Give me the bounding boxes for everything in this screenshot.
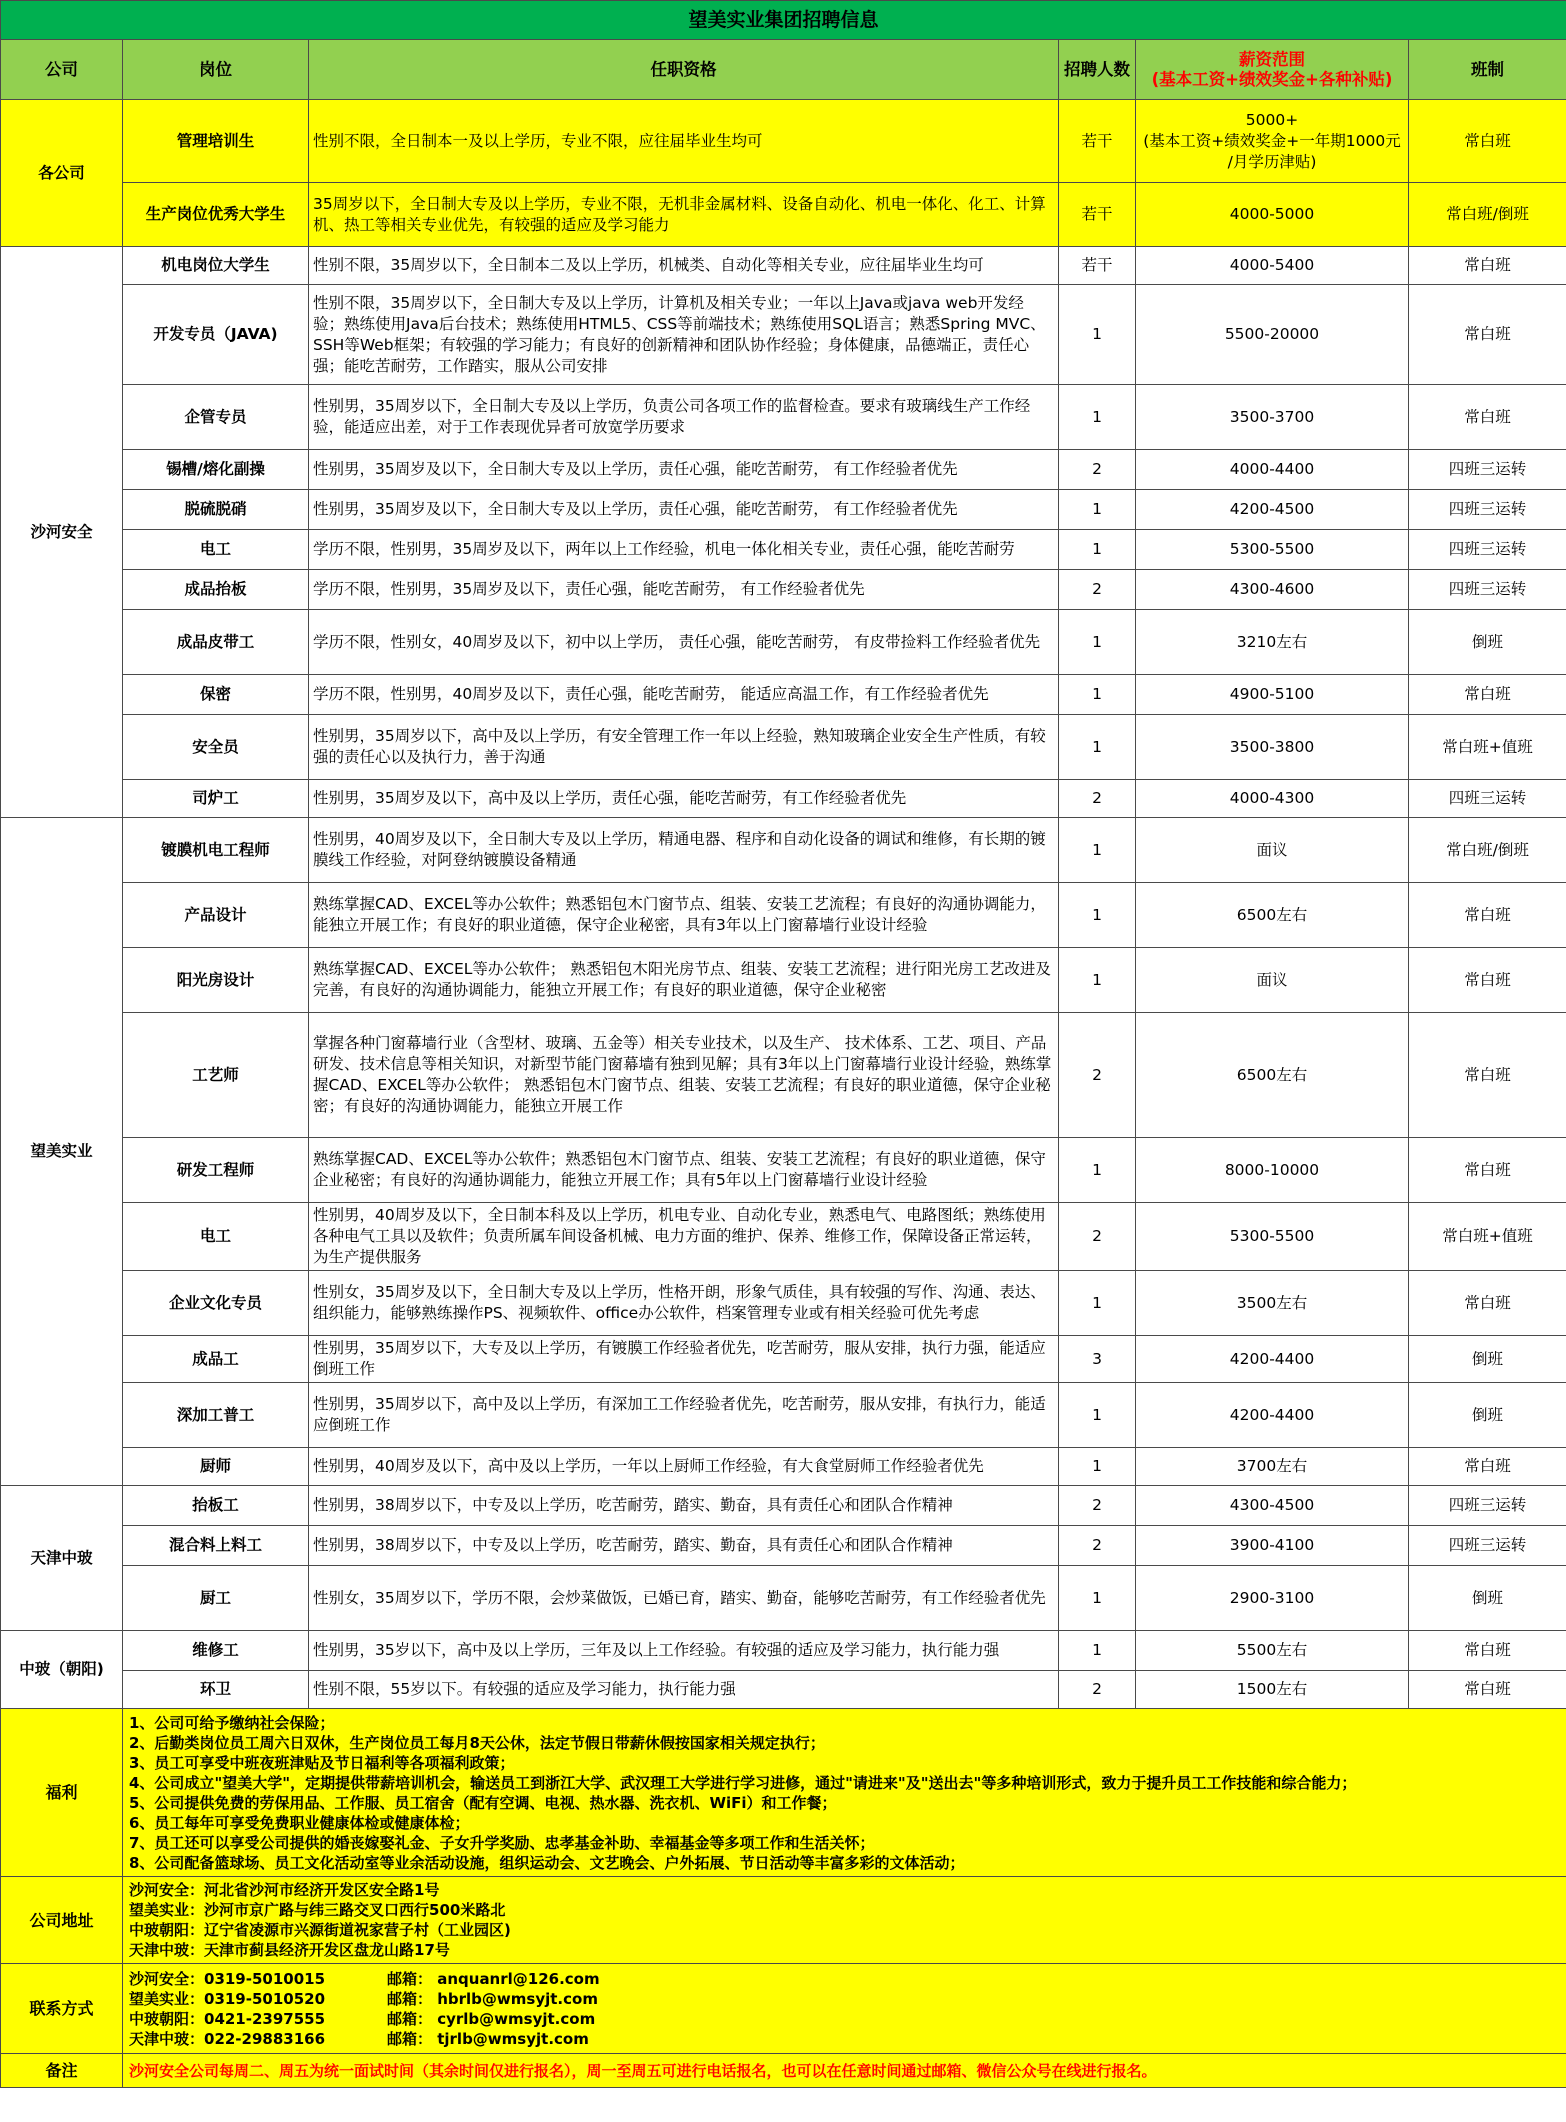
- position-cell: 安全员: [123, 715, 309, 780]
- salary-cell: 面议: [1136, 818, 1409, 883]
- contact-item: [129, 1969, 1560, 1989]
- position-cell: 厨师: [123, 1448, 309, 1486]
- company-cell: 各公司: [1, 100, 123, 247]
- address-item: 沙河安全：河北省沙河市经济开发区安全路1号: [129, 1881, 440, 1899]
- table-row: [1, 675, 1566, 715]
- contact-phone: 天津中玻：022-29883166: [129, 2029, 326, 2048]
- table-row: [1, 450, 1566, 490]
- table-row: [1, 780, 1566, 818]
- salary-cell: 5300-5500: [1136, 1203, 1409, 1271]
- job-list: [1, 100, 1566, 1709]
- salary-cell: 5000+ (基本工资+绩效奖金+一年期1000元 /月学历津贴): [1136, 100, 1409, 183]
- position-cell: 产品设计: [123, 883, 309, 948]
- requirements-cell: 性别男，35周岁以下，大专及以上学历，有镀膜工作经验者优先，吃苦耐劳，服从安排，执行力强，能适应倒班工作: [309, 1336, 1059, 1383]
- headcount-cell: 1: [1059, 1138, 1136, 1203]
- requirements-cell: 性别男，38周岁以下，中专及以上学历，吃苦耐劳，踏实、勤奋，具有责任心和团队合作精神: [309, 1526, 1059, 1566]
- headcount-cell: 1: [1059, 1631, 1136, 1671]
- shift-cell: 四班三运转: [1409, 1486, 1566, 1526]
- position-cell: 脱硫脱硝: [123, 490, 309, 530]
- company-cell: 中玻（朝阳): [1, 1631, 123, 1709]
- salary-cell: 面议: [1136, 948, 1409, 1013]
- requirements-cell: 性别男，35周岁及以下，全日制大专及以上学历，责任心强，能吃苦耐劳， 有工作经验者优先: [309, 450, 1059, 490]
- headcount-cell: 1: [1059, 530, 1136, 570]
- table-row: [1, 385, 1566, 450]
- headcount-cell: 1: [1059, 610, 1136, 675]
- shift-cell: 四班三运转: [1409, 570, 1566, 610]
- salary-cell: 4000-4300: [1136, 780, 1409, 818]
- position-cell: 机电岗位大学生: [123, 247, 309, 285]
- position-cell: 维修工: [123, 1631, 309, 1671]
- shift-cell: 常白班+值班: [1409, 715, 1566, 780]
- table-row: [1, 1271, 1566, 1336]
- contact-email[interactable]: 邮箱： hbrlb@wmsyjt.com: [387, 1989, 598, 2008]
- header-salary: [1136, 40, 1409, 100]
- headcount-cell: 1: [1059, 1383, 1136, 1448]
- requirements-cell: 熟练掌握CAD、EXCEL等办公软件； 熟悉铝包木阳光房节点、组装、安装工艺流程；进行阳光房工艺改进及完善，有良好的沟通协调能力，能独立开展工作；有良好的职业道德，保守企业秘密: [309, 948, 1059, 1013]
- position-cell: 厨工: [123, 1566, 309, 1631]
- position-cell: 成品抬板: [123, 570, 309, 610]
- position-cell: 混合料上料工: [123, 1526, 309, 1566]
- requirements-cell: 性别不限，全日制本一及以上学历，专业不限，应往届毕业生均可: [309, 100, 1059, 183]
- shift-cell: 常白班: [1409, 1271, 1566, 1336]
- note-row: [1, 2054, 1566, 2088]
- table-row: [1, 570, 1566, 610]
- headcount-cell: 2: [1059, 450, 1136, 490]
- headcount-cell: 1: [1059, 285, 1136, 385]
- shift-cell: 四班三运转: [1409, 780, 1566, 818]
- headcount-cell: 1: [1059, 818, 1136, 883]
- welfare-item: 3、员工可享受中班夜班津贴及节日福利等各项福利政策；: [129, 1753, 515, 1772]
- table-row: [1, 610, 1566, 675]
- requirements-cell: 性别男，35周岁及以下，高中及以上学历，责任心强，能吃苦耐劳，有工作经验者优先: [309, 780, 1059, 818]
- address-list: [123, 1877, 1566, 1964]
- shift-cell: 四班三运转: [1409, 530, 1566, 570]
- headcount-cell: 2: [1059, 780, 1136, 818]
- salary-cell: 4000-5400: [1136, 247, 1409, 285]
- salary-cell: 1500左右: [1136, 1671, 1409, 1709]
- requirements-cell: 性别女，35周岁以下，学历不限，会炒菜做饭，已婚已育，踏实、勤奋，能够吃苦耐劳，有工作经验者优先: [309, 1566, 1059, 1631]
- table-row: [1, 490, 1566, 530]
- table-row: [1, 1566, 1566, 1631]
- table-row: [1, 1631, 1566, 1671]
- headcount-cell: 2: [1059, 1203, 1136, 1271]
- shift-cell: 倒班: [1409, 1383, 1566, 1448]
- address-item: 中玻朝阳：辽宁省凌源市兴源街道祝家营子村（工业园区): [129, 1921, 511, 1939]
- headcount-cell: 若干: [1059, 183, 1136, 247]
- requirements-cell: 性别不限，55岁以下。有较强的适应及学习能力，执行能力强: [309, 1671, 1059, 1709]
- headcount-cell: 1: [1059, 715, 1136, 780]
- requirements-cell: 性别男，35岁以下，高中及以上学历，三年及以上工作经验。有较强的适应及学习能力，执行能力强: [309, 1631, 1059, 1671]
- headcount-cell: 3: [1059, 1336, 1136, 1383]
- position-cell: 阳光房设计: [123, 948, 309, 1013]
- header-requirements: 任职资格: [309, 40, 1059, 100]
- headcount-cell: 1: [1059, 385, 1136, 450]
- requirements-cell: 掌握各种门窗幕墙行业（含型材、玻璃、五金等）相关专业技术，以及生产、 技术体系、工艺、项目、产品研发、技术信息等相关知识，对新型节能门窗幕墙有独到见解；具有3年以上门窗幕墙行业设计经验，熟练掌握CAD、EXCEL等办公软件； 熟悉铝包木门窗节点、组装、安装工艺流程；有良好的职业道德，保守企业秘密；有良好的沟通协调能力，能独立开展工作: [309, 1013, 1059, 1138]
- requirements-cell: 熟练掌握CAD、EXCEL等办公软件；熟悉铝包木门窗节点、组装、安装工艺流程；有良好的沟通协调能力，能独立开展工作；有良好的职业道德，保守企业秘密，具有3年以上门窗幕墙行业设计经验: [309, 883, 1059, 948]
- table-row: [1, 948, 1566, 1013]
- contact-phone: 望美实业：0319-5010520: [129, 1989, 326, 2008]
- headcount-cell: 若干: [1059, 100, 1136, 183]
- contact-email[interactable]: 邮箱： tjrlb@wmsyjt.com: [387, 2029, 589, 2048]
- headcount-cell: 1: [1059, 1271, 1136, 1336]
- shift-cell: 常白班+值班: [1409, 1203, 1566, 1271]
- headcount-cell: 1: [1059, 490, 1136, 530]
- salary-cell: 4000-5000: [1136, 183, 1409, 247]
- salary-cell: 5500-20000: [1136, 285, 1409, 385]
- contact-phone: 沙河安全：0319-5010015: [129, 1969, 326, 1988]
- salary-cell: 8000-10000: [1136, 1138, 1409, 1203]
- requirements-cell: 性别男，40周岁及以下，全日制大专及以上学历，精通电器、程序和自动化设备的调试和维修，有长期的镀膜线工作经验，对阿登纳镀膜设备精通: [309, 818, 1059, 883]
- shift-cell: 常白班: [1409, 385, 1566, 450]
- headcount-cell: 1: [1059, 948, 1136, 1013]
- table-row: [1, 1383, 1566, 1448]
- table-row: [1, 1526, 1566, 1566]
- header-headcount: 招聘人数: [1059, 40, 1136, 100]
- position-cell: 企业文化专员: [123, 1271, 309, 1336]
- note-text: 沙河安全公司每周二、周五为统一面试时间（其余时间仅进行报名），周一至周五可进行电话报名，也可以在任意时间通过邮箱、微信公众号在线进行报名。: [123, 2054, 1566, 2088]
- table-row: [1, 1013, 1566, 1138]
- requirements-cell: 性别不限，35周岁以下，全日制本二及以上学历，机械类、自动化等相关专业，应往届毕业生均可: [309, 247, 1059, 285]
- requirements-cell: 性别不限，35周岁以下，全日制大专及以上学历，计算机及相关专业；一年以上Java或java web开发经验；熟练使用Java后台技术；熟练使用HTML5、CSS等前端技术；熟练使用SQL语言；熟悉Spring MVC、SSH等Web框架；有较强的学习能力；有良好的创新精神和团队协作经验；身体健康，品德端正，责任心强；能吃苦耐劳，工作踏实，服从公司安排: [309, 285, 1059, 385]
- requirements-cell: 35周岁以下，全日制大专及以上学历，专业不限，无机非金属材料、设备自动化、机电一体化、化工、计算机、热工等相关专业优先，有较强的适应及学习能力: [309, 183, 1059, 247]
- headcount-cell: 1: [1059, 883, 1136, 948]
- position-cell: 电工: [123, 530, 309, 570]
- headcount-cell: 2: [1059, 1526, 1136, 1566]
- company-cell: 天津中玻: [1, 1486, 123, 1631]
- salary-cell: 4200-4400: [1136, 1383, 1409, 1448]
- position-cell: 抬板工: [123, 1486, 309, 1526]
- header-company: 公司: [1, 40, 123, 100]
- address-label: 公司地址: [1, 1877, 123, 1964]
- headcount-cell: 1: [1059, 675, 1136, 715]
- position-cell: 深加工普工: [123, 1383, 309, 1448]
- requirements-cell: 性别男，35周岁以下，高中及以上学历，有安全管理工作一年以上经验，熟知玻璃企业安全生产性质，有较强的责任心以及执行力，善于沟通: [309, 715, 1059, 780]
- salary-cell: 5500左右: [1136, 1631, 1409, 1671]
- header-shift: 班制: [1409, 40, 1566, 100]
- shift-cell: 倒班: [1409, 610, 1566, 675]
- headcount-cell: 2: [1059, 1486, 1136, 1526]
- shift-cell: 常白班/倒班: [1409, 818, 1566, 883]
- table-row: [1, 530, 1566, 570]
- shift-cell: 四班三运转: [1409, 1526, 1566, 1566]
- shift-cell: 四班三运转: [1409, 450, 1566, 490]
- contact-item: [129, 2029, 1560, 2049]
- headcount-cell: 2: [1059, 1671, 1136, 1709]
- salary-cell: 4300-4500: [1136, 1486, 1409, 1526]
- position-cell: 管理培训生: [123, 100, 309, 183]
- page-title: 望美实业集团招聘信息: [1, 1, 1566, 40]
- address-row: [1, 1877, 1566, 1964]
- shift-cell: 常白班: [1409, 100, 1566, 183]
- table-row: [1, 818, 1566, 883]
- address-item: 天津中玻：天津市蓟县经济开发区盘龙山路17号: [129, 1941, 450, 1959]
- contact-item: [129, 1989, 1560, 2009]
- shift-cell: 常白班: [1409, 1631, 1566, 1671]
- position-cell: 企管专员: [123, 385, 309, 450]
- welfare-item: 4、公司成立"望美大学"，定期提供带薪培训机会，输送员工到浙江大学、武汉理工大学进行学习进修，通过"请进来"及"送出去"等多种培训形式，致力于提升员工工作技能和综合能力；: [129, 1773, 1357, 1792]
- shift-cell: 常白班: [1409, 675, 1566, 715]
- table-row: [1, 1486, 1566, 1526]
- header-salary-subtitle: (基本工资+绩效奖金+各种补贴): [1151, 69, 1393, 89]
- requirements-cell: 性别男，35周岁以下，全日制大专及以上学历，负责公司各项工作的监督检查。要求有玻璃线生产工作经验，能适应出差，对于工作表现优异者可放宽学历要求: [309, 385, 1059, 450]
- position-cell: 镀膜机电工程师: [123, 818, 309, 883]
- requirements-cell: 性别男，40周岁及以下，全日制本科及以上学历，机电专业、自动化专业，熟悉电气、电路图纸；熟练使用各种电气工具以及软件；负责所属车间设备机械、电力方面的维护、保养、维修工作，保障设备正常运转，为生产提供服务: [309, 1203, 1059, 1271]
- welfare-label: 福利: [1, 1709, 123, 1877]
- salary-cell: 6500左右: [1136, 883, 1409, 948]
- salary-cell: 5300-5500: [1136, 530, 1409, 570]
- position-cell: 司炉工: [123, 780, 309, 818]
- welfare-item: 1、公司可给予缴纳社会保险；: [129, 1713, 335, 1732]
- shift-cell: 常白班: [1409, 247, 1566, 285]
- salary-cell: 2900-3100: [1136, 1566, 1409, 1631]
- table-row: [1, 1203, 1566, 1271]
- requirements-cell: 性别男，35周岁及以下，全日制大专及以上学历，责任心强，能吃苦耐劳， 有工作经验者优先: [309, 490, 1059, 530]
- table-row: [1, 1336, 1566, 1383]
- headcount-cell: 1: [1059, 1566, 1136, 1631]
- shift-cell: 倒班: [1409, 1336, 1566, 1383]
- requirements-cell: 熟练掌握CAD、EXCEL等办公软件；熟悉铝包木门窗节点、组装、安装工艺流程；有良好的职业道德，保守企业秘密；有良好的沟通协调能力，能独立开展工作；具有5年以上门窗幕墙行业设计经验: [309, 1138, 1059, 1203]
- footer-section: [1, 1709, 1566, 2088]
- salary-cell: 6500左右: [1136, 1013, 1409, 1138]
- header-salary-title: 薪资范围: [1239, 49, 1305, 69]
- table-row: [1, 100, 1566, 183]
- table-row: [1, 1138, 1566, 1203]
- welfare-item: 2、后勤类岗位员工周六日双休，生产岗位员工每月8天公休，法定节假日带薪休假按国家相关规定执行；: [129, 1733, 825, 1752]
- salary-cell: 4200-4500: [1136, 490, 1409, 530]
- headcount-cell: 2: [1059, 570, 1136, 610]
- position-cell: 成品皮带工: [123, 610, 309, 675]
- note-label: 备注: [1, 2054, 123, 2088]
- position-cell: 锡槽/熔化副操: [123, 450, 309, 490]
- requirements-cell: 学历不限，性别女，40周岁及以下，初中以上学历， 责任心强，能吃苦耐劳， 有皮带捡料工作经验者优先: [309, 610, 1059, 675]
- requirements-cell: 学历不限，性别男，35周岁及以下，两年以上工作经验，机电一体化相关专业，责任心强，能吃苦耐劳: [309, 530, 1059, 570]
- table-row: [1, 1448, 1566, 1486]
- requirements-cell: 性别男，38周岁以下，中专及以上学历，吃苦耐劳，踏实、勤奋，具有责任心和团队合作精神: [309, 1486, 1059, 1526]
- welfare-item: 5、公司提供免费的劳保用品、工作服、员工宿舍（配有空调、电视、热水器、洗衣机、WiFi）和工作餐；: [129, 1793, 837, 1812]
- salary-cell: 3900-4100: [1136, 1526, 1409, 1566]
- salary-cell: 4300-4600: [1136, 570, 1409, 610]
- contact-email[interactable]: 邮箱： cyrlb@wmsyjt.com: [387, 2009, 596, 2028]
- shift-cell: 常白班: [1409, 1671, 1566, 1709]
- header-row: [1, 40, 1566, 100]
- shift-cell: 常白班: [1409, 1138, 1566, 1203]
- shift-cell: 常白班/倒班: [1409, 183, 1566, 247]
- welfare-item: 8、公司配备篮球场、员工文化活动室等业余活动设施，组织运动会、文艺晚会、户外拓展、节日活动等丰富多彩的文体活动；: [129, 1853, 965, 1872]
- table-row: [1, 285, 1566, 385]
- contact-item: [129, 2009, 1560, 2029]
- headcount-cell: 2: [1059, 1013, 1136, 1138]
- header-position: 岗位: [123, 40, 309, 100]
- requirements-cell: 性别男，40周岁及以下，高中及以上学历，一年以上厨师工作经验，有大食堂厨师工作经验者优先: [309, 1448, 1059, 1486]
- company-cell: 望美实业: [1, 818, 123, 1486]
- contact-list: [123, 1964, 1566, 2054]
- position-cell: 保密: [123, 675, 309, 715]
- table-row: [1, 247, 1566, 285]
- headcount-cell: 若干: [1059, 247, 1136, 285]
- salary-cell: 4900-5100: [1136, 675, 1409, 715]
- company-cell: 沙河安全: [1, 247, 123, 818]
- position-cell: 研发工程师: [123, 1138, 309, 1203]
- position-cell: 生产岗位优秀大学生: [123, 183, 309, 247]
- welfare-list: [123, 1709, 1566, 1877]
- table-row: [1, 883, 1566, 948]
- contact-email[interactable]: 邮箱： anquanrl@126.com: [387, 1969, 600, 1988]
- shift-cell: 四班三运转: [1409, 490, 1566, 530]
- salary-cell: 3210左右: [1136, 610, 1409, 675]
- shift-cell: 常白班: [1409, 948, 1566, 1013]
- position-cell: 开发专员（JAVA): [123, 285, 309, 385]
- shift-cell: 倒班: [1409, 1566, 1566, 1631]
- table-row: [1, 1671, 1566, 1709]
- position-cell: 成品工: [123, 1336, 309, 1383]
- table-row: [1, 715, 1566, 780]
- position-cell: 环卫: [123, 1671, 309, 1709]
- table-row: [1, 183, 1566, 247]
- contact-label: 联系方式: [1, 1964, 123, 2054]
- headcount-cell: 1: [1059, 1448, 1136, 1486]
- position-cell: 工艺师: [123, 1013, 309, 1138]
- salary-cell: 3500-3800: [1136, 715, 1409, 780]
- position-cell: 电工: [123, 1203, 309, 1271]
- shift-cell: 常白班: [1409, 285, 1566, 385]
- requirements-cell: 学历不限，性别男，35周岁及以下，责任心强，能吃苦耐劳， 有工作经验者优先: [309, 570, 1059, 610]
- salary-cell: 3500-3700: [1136, 385, 1409, 450]
- requirements-cell: 性别女，35周岁及以下，全日制大专及以上学历，性格开朗，形象气质佳，具有较强的写作、沟通、表达、组织能力，能够熟练操作PS、视频软件、office办公软件，档案管理专业或有相关经验可优先考虑: [309, 1271, 1059, 1336]
- requirements-cell: 学历不限，性别男，40周岁及以下，责任心强，能吃苦耐劳， 能适应高温工作，有工作经验者优先: [309, 675, 1059, 715]
- salary-cell: 3500左右: [1136, 1271, 1409, 1336]
- shift-cell: 常白班: [1409, 1013, 1566, 1138]
- welfare-item: 6、员工每年可享受免费职业健康体检或健康体检；: [129, 1813, 470, 1832]
- requirements-cell: 性别男，35周岁以下，高中及以上学历，有深加工工作经验者优先，吃苦耐劳，服从安排，有执行力，能适应倒班工作: [309, 1383, 1059, 1448]
- welfare-item: 7、员工还可以享受公司提供的婚丧嫁娶礼金、子女升学奖励、忠孝基金补助、幸福基金等多项工作和生活关怀；: [129, 1833, 875, 1852]
- contact-row: [1, 1964, 1566, 2054]
- contact-phone: 中玻朝阳：0421-2397555: [129, 2009, 326, 2028]
- shift-cell: 常白班: [1409, 883, 1566, 948]
- address-item: 望美实业：沙河市京广路与纬三路交叉口西行500米路北: [129, 1901, 506, 1919]
- salary-cell: 4200-4400: [1136, 1336, 1409, 1383]
- welfare-row: [1, 1709, 1566, 1877]
- shift-cell: 常白班: [1409, 1448, 1566, 1486]
- salary-cell: 3700左右: [1136, 1448, 1409, 1486]
- salary-cell: 4000-4400: [1136, 450, 1409, 490]
